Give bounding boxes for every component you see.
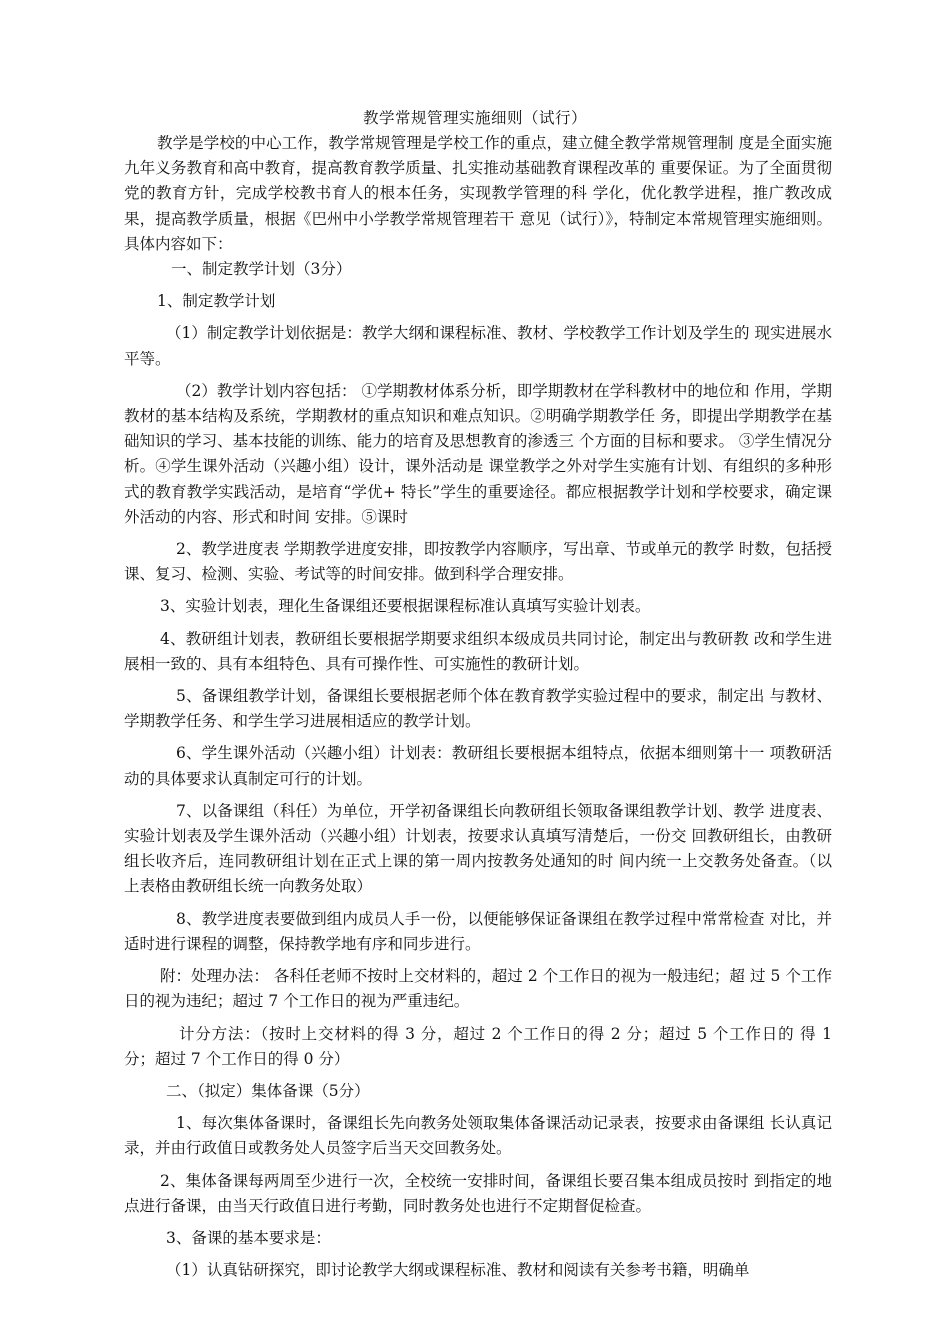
paragraph: 8、教学进度表要做到组内成员人手一份，以便能够保证备课组在教学过程中常常检查 对比，并适时进行课程的调整，保持教学地有序和同步进行。 — [124, 909, 832, 953]
section-heading-2: 二、（拟定）集体备课（5分） — [166, 1081, 370, 1100]
paragraph: 附：处理办法： 各科任老师不按时上交材料的，超过 2 个工作日的视为一般违纪；超 过 5 个工作日的视为违纪；超过 7 个工作日的视为严重违纪。 — [124, 967, 832, 1011]
subheading-1-1: 1、制定教学计划 — [157, 292, 276, 311]
paragraph: 计分方法：（按时上交材料的得 3 分，超过 2 个工作日的得 2 分；超过 5 个工作日的 得 1 分；超过 7 个工作日的得 0 分） — [124, 1024, 832, 1068]
subheading-2-3: 3、备课的基本要求是： — [166, 1228, 331, 1247]
paragraph: 6、学生课外活动（兴趣小组）计划表：教研组长要根据本组特点，依据本细则第十一 项教研活动的具体要求认真制定可行的计划。 — [124, 744, 832, 788]
paragraph: （1）认真钻研探究，即讨论教学大纲或课程标准、教材和阅读有关参考书籍，明确单 — [166, 1261, 750, 1280]
paragraph: （1）制定教学计划依据是：教学大纲和课程标准、教材、学校教学工作计划及学生的 现实进展水平等。 — [124, 324, 832, 368]
paragraph: 4、教研组计划表，教研组长要根据学期要求组织本级成员共同讨论，制定出与教研教 改和学生进展相一致的、具有本组特色、具有可操作性、可实施性的教研计划。 — [124, 629, 832, 673]
intro-paragraph: 教学是学校的中心工作，教学常规管理是学校工作的重点，建立健全教学常规管理制 度是全面实施九年义务教育和高中教育，提高教育教学质量、扎实推动基础教育课程改革的 重要保证。为了全面贯彻党的教育方针，完成学校教书育人的根本任务，实现教学管理的科 学化，优化教学进程，推广教改成果，提高教学质量，根据《巴州中小学教学常规管理若干 意见（试行）》，特制定本常规管理实施细则。具体内容如下： — [124, 134, 832, 253]
paragraph: 3、实验计划表，理化生备课组还要根据课程标准认真填写实验计划表。 — [160, 597, 651, 616]
section-heading-1: 一、制定教学计划（3分） — [171, 260, 352, 279]
document-body — [124, 131, 832, 1283]
paragraph: 1、每次集体备课时，备课组长先向教务处领取集体备课活动记录表，按要求由备课组 长认真记录，并由行政值日或教务处人员签字后当天交回教务处。 — [124, 1114, 832, 1158]
paragraph: 7、以备课组（科任）为单位，开学初备课组长向教研组长领取备课组教学计划、教学 进度表、实验计划表及学生课外活动（兴趣小组）计划表，按要求认真填写清楚后，一份交 回教研组长，由教研组长收齐后，连同教研组计划在正式上课的第一周内按教务处通知的时 间内统一上交教务处备查。（以上表格由教研组长统一向教务处取） — [124, 801, 832, 896]
paragraph: 2、教学进度表 学期教学进度安排，即按教学内容顺序，写出章、节或单元的教学 时数，包括授课、复习、检测、实验、考试等的时间安排。做到科学合理安排。 — [124, 540, 832, 584]
paragraph: 2、集体备课每两周至少进行一次，全校统一安排时间，备课组长要召集本组成员按时 到指定的地点进行备课，由当天行政值日进行考勤，同时教务处也进行不定期督促检查。 — [124, 1171, 832, 1215]
document-title: 教学常规管理实施细则（试行） — [362, 109, 587, 127]
paragraph: （2）教学计划内容包括： ①学期教材体系分析，即学期教材在学科教材中的地位和 作用，学期教材的基本结构及系统，学期教材的重点知识和难点知识。②明确学期教学任 务，即提出学期教学在基础知识的学习、基本技能的训练、能力的培育及思想教育的渗透三 个方面的目标和要求。 ③学生情况分析。④学生课外活动（兴趣小组）设计，课外活动是 课堂教学之外对学生实施有计划、有组织的多种形式的教育教学实践活动，是培育“学优+ 特长”学生的重要途径。都应根据教学计划和学校要求，确定课外活动的内容、形式和时间 安排。⑤课时 — [124, 381, 832, 526]
paragraph: 5、备课组教学计划，备课组长要根据老师个体在教育教学实验过程中的要求，制定出 与教材、学期教学任务、和学生学习进展相适应的教学计划。 — [124, 687, 832, 731]
